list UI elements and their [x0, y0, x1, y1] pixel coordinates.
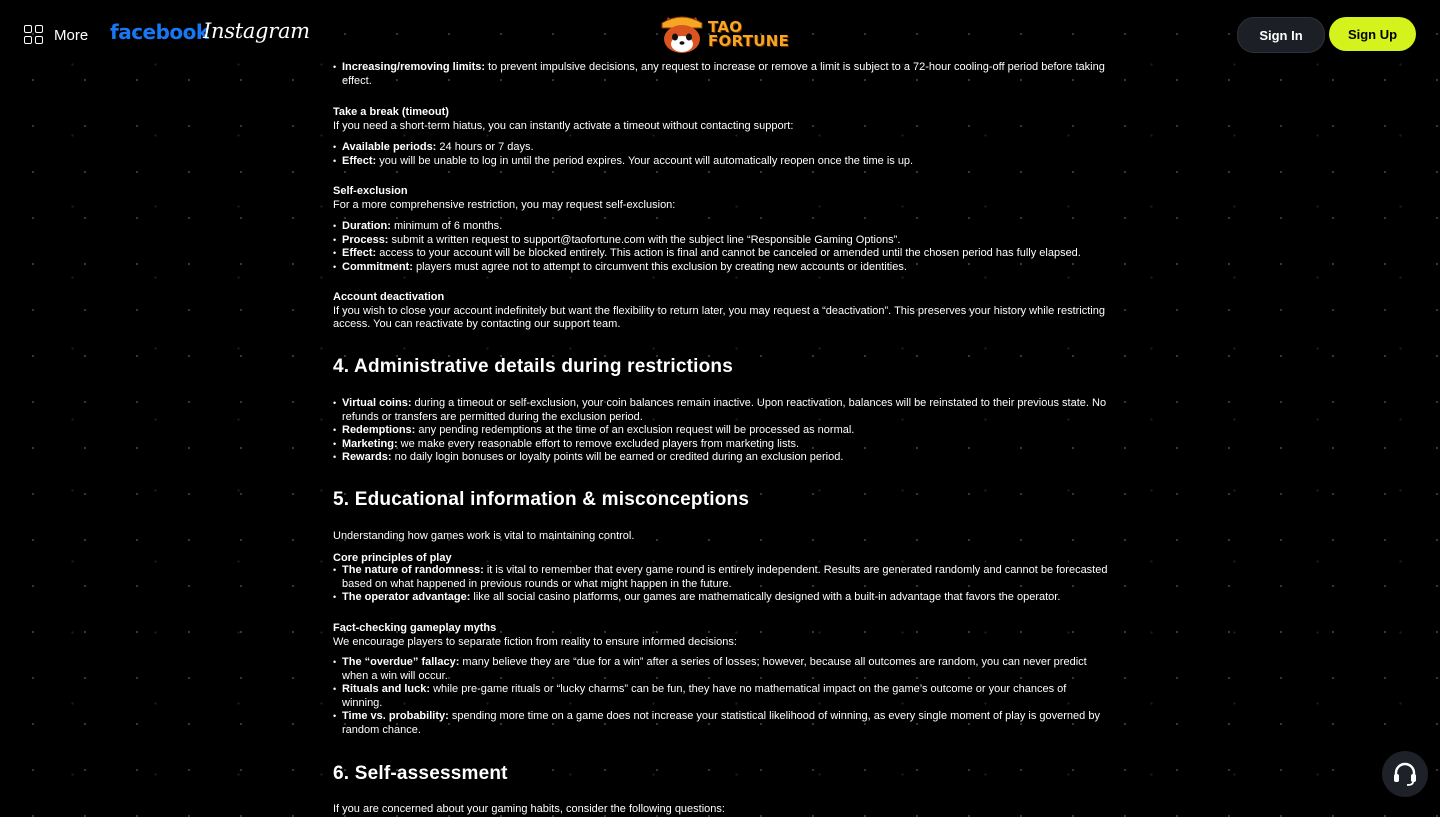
section-6-intro: If you are concerned about your gaming habits, consider the following questions: [333, 803, 725, 815]
instagram-link[interactable]: Instagram [203, 19, 310, 43]
logo-text-tao: TAO [708, 18, 743, 36]
deactivation-heading: Account deactivation [333, 291, 445, 303]
headset-icon [1392, 761, 1418, 787]
list-item: • Duration: minimum of 6 months. [333, 220, 1108, 234]
site-header [0, 0, 1440, 68]
self-exclusion-section [333, 185, 1108, 212]
red-panda-logo-icon [658, 13, 706, 55]
list-item: • The “overdue” fallacy: many believe they are “due for a win” after a series of losses; however, because all outcomes are random, you can never predict when a win will occur. [333, 656, 1108, 683]
section-4-title: 4. Administrative details during restrictions [333, 356, 734, 377]
list-item: • Marketing: we make every reasonable effort to remove excluded players from marketing lists. [333, 438, 1108, 452]
list-item: • Effect: access to your account will be blocked entirely. This action is final and cannot be canceled or amended until the chosen period has fully elapsed. [333, 247, 1108, 261]
self-exclusion-heading: Self-exclusion [333, 185, 408, 197]
list-item: • Commitment: players must agree not to attempt to circumvent this exclusion by creating new accounts or identities. [333, 261, 1108, 275]
myths-list [333, 656, 1108, 737]
list-item: • Effect: you will be unable to log in until the period expires. Your account will automatically reopen once the time is up. [333, 155, 1108, 169]
timeout-section [333, 106, 1108, 133]
list-item: • Increasing/removing limits: to prevent impulsive decisions, any request to increase or remove a limit is subject to a 72-hour cooling-off period before taking effect. [333, 61, 1108, 88]
list-item: • Time vs. probability: spending more time on a game does not increase your statistical likelihood of winning, as every single moment of play is governed by random chance. [333, 710, 1108, 737]
logo-text-fortune: FORTUNE [708, 32, 790, 50]
core-principles-heading: Core principles of play [333, 552, 452, 564]
list-item: • Available periods: 24 hours or 7 days. [333, 141, 1108, 155]
list-item: • Rewards: no daily login bonuses or loyalty points will be earned or credited during an exclusion period. [333, 451, 1108, 465]
core-principles-list [333, 564, 1108, 605]
support-chat-button[interactable] [1382, 751, 1428, 797]
timeout-list [333, 141, 1108, 168]
list-item: • Redemptions: any pending redemptions at the time of an exclusion request will be processed as normal. [333, 424, 1108, 438]
list-item: • Process: submit a written request to support@taofortune.com with the subject line “Responsible Gaming Options”. [333, 234, 1108, 248]
sign-in-button[interactable]: Sign In [1237, 17, 1325, 53]
myths-intro: We encourage players to separate fiction from reality to ensure informed decisions: [333, 635, 737, 648]
section-4-list [333, 397, 1108, 465]
site-logo[interactable] [658, 12, 790, 56]
timeout-intro: If you need a short-term hiatus, you can instantly activate a timeout without contacting support: [333, 119, 794, 132]
list-item: • Rituals and luck: while pre-game rituals or “lucky charms” can be fun, they have no mathematical impact on the game’s outcome or your chances of winning. [333, 683, 1108, 710]
deactivation-section [333, 291, 1108, 332]
self-exclusion-intro: For a more comprehensive restriction, you may request self-exclusion: [333, 198, 676, 211]
myths-heading: Fact-checking gameplay myths [333, 622, 497, 634]
self-exclusion-list [333, 220, 1108, 274]
sign-up-button[interactable]: Sign Up [1329, 17, 1416, 51]
more-menu-button[interactable] [24, 23, 88, 47]
section-5-title: 5. Educational information & misconceptions [333, 489, 750, 510]
list-item: • The nature of randomness: it is vital to remember that every game round is entirely independent. Results are generated randomly and cannot be forecasted based on what happened in previous rounds or what might happen in the future. [333, 564, 1108, 591]
deactivation-text: If you wish to close your account indefinitely but want the flexibility to return later, you may request a “deactivation”. This preserves your history while restricting access. You can reactivate by contacting our support team. [333, 304, 1105, 330]
section-6-title: 6. Self-assessment [333, 763, 508, 784]
facebook-link[interactable]: facebook [110, 20, 209, 44]
grid-icon [24, 25, 44, 45]
section-5-intro: Understanding how games work is vital to maintaining control. [333, 530, 635, 542]
myths-section [333, 622, 1108, 649]
more-label: More [54, 26, 89, 44]
list-item: • The operator advantage: like all social casino platforms, our games are mathematically designed with a built-in advantage that favors the operator. [333, 591, 1108, 605]
timeout-heading: Take a break (timeout) [333, 106, 449, 118]
list-item: • Virtual coins: during a timeout or self-exclusion, your coin balances remain inactive. Upon reactivation, balances will be reinstated to their previous state. No refunds or transfers are permitted during the exclusion period. [333, 397, 1108, 424]
